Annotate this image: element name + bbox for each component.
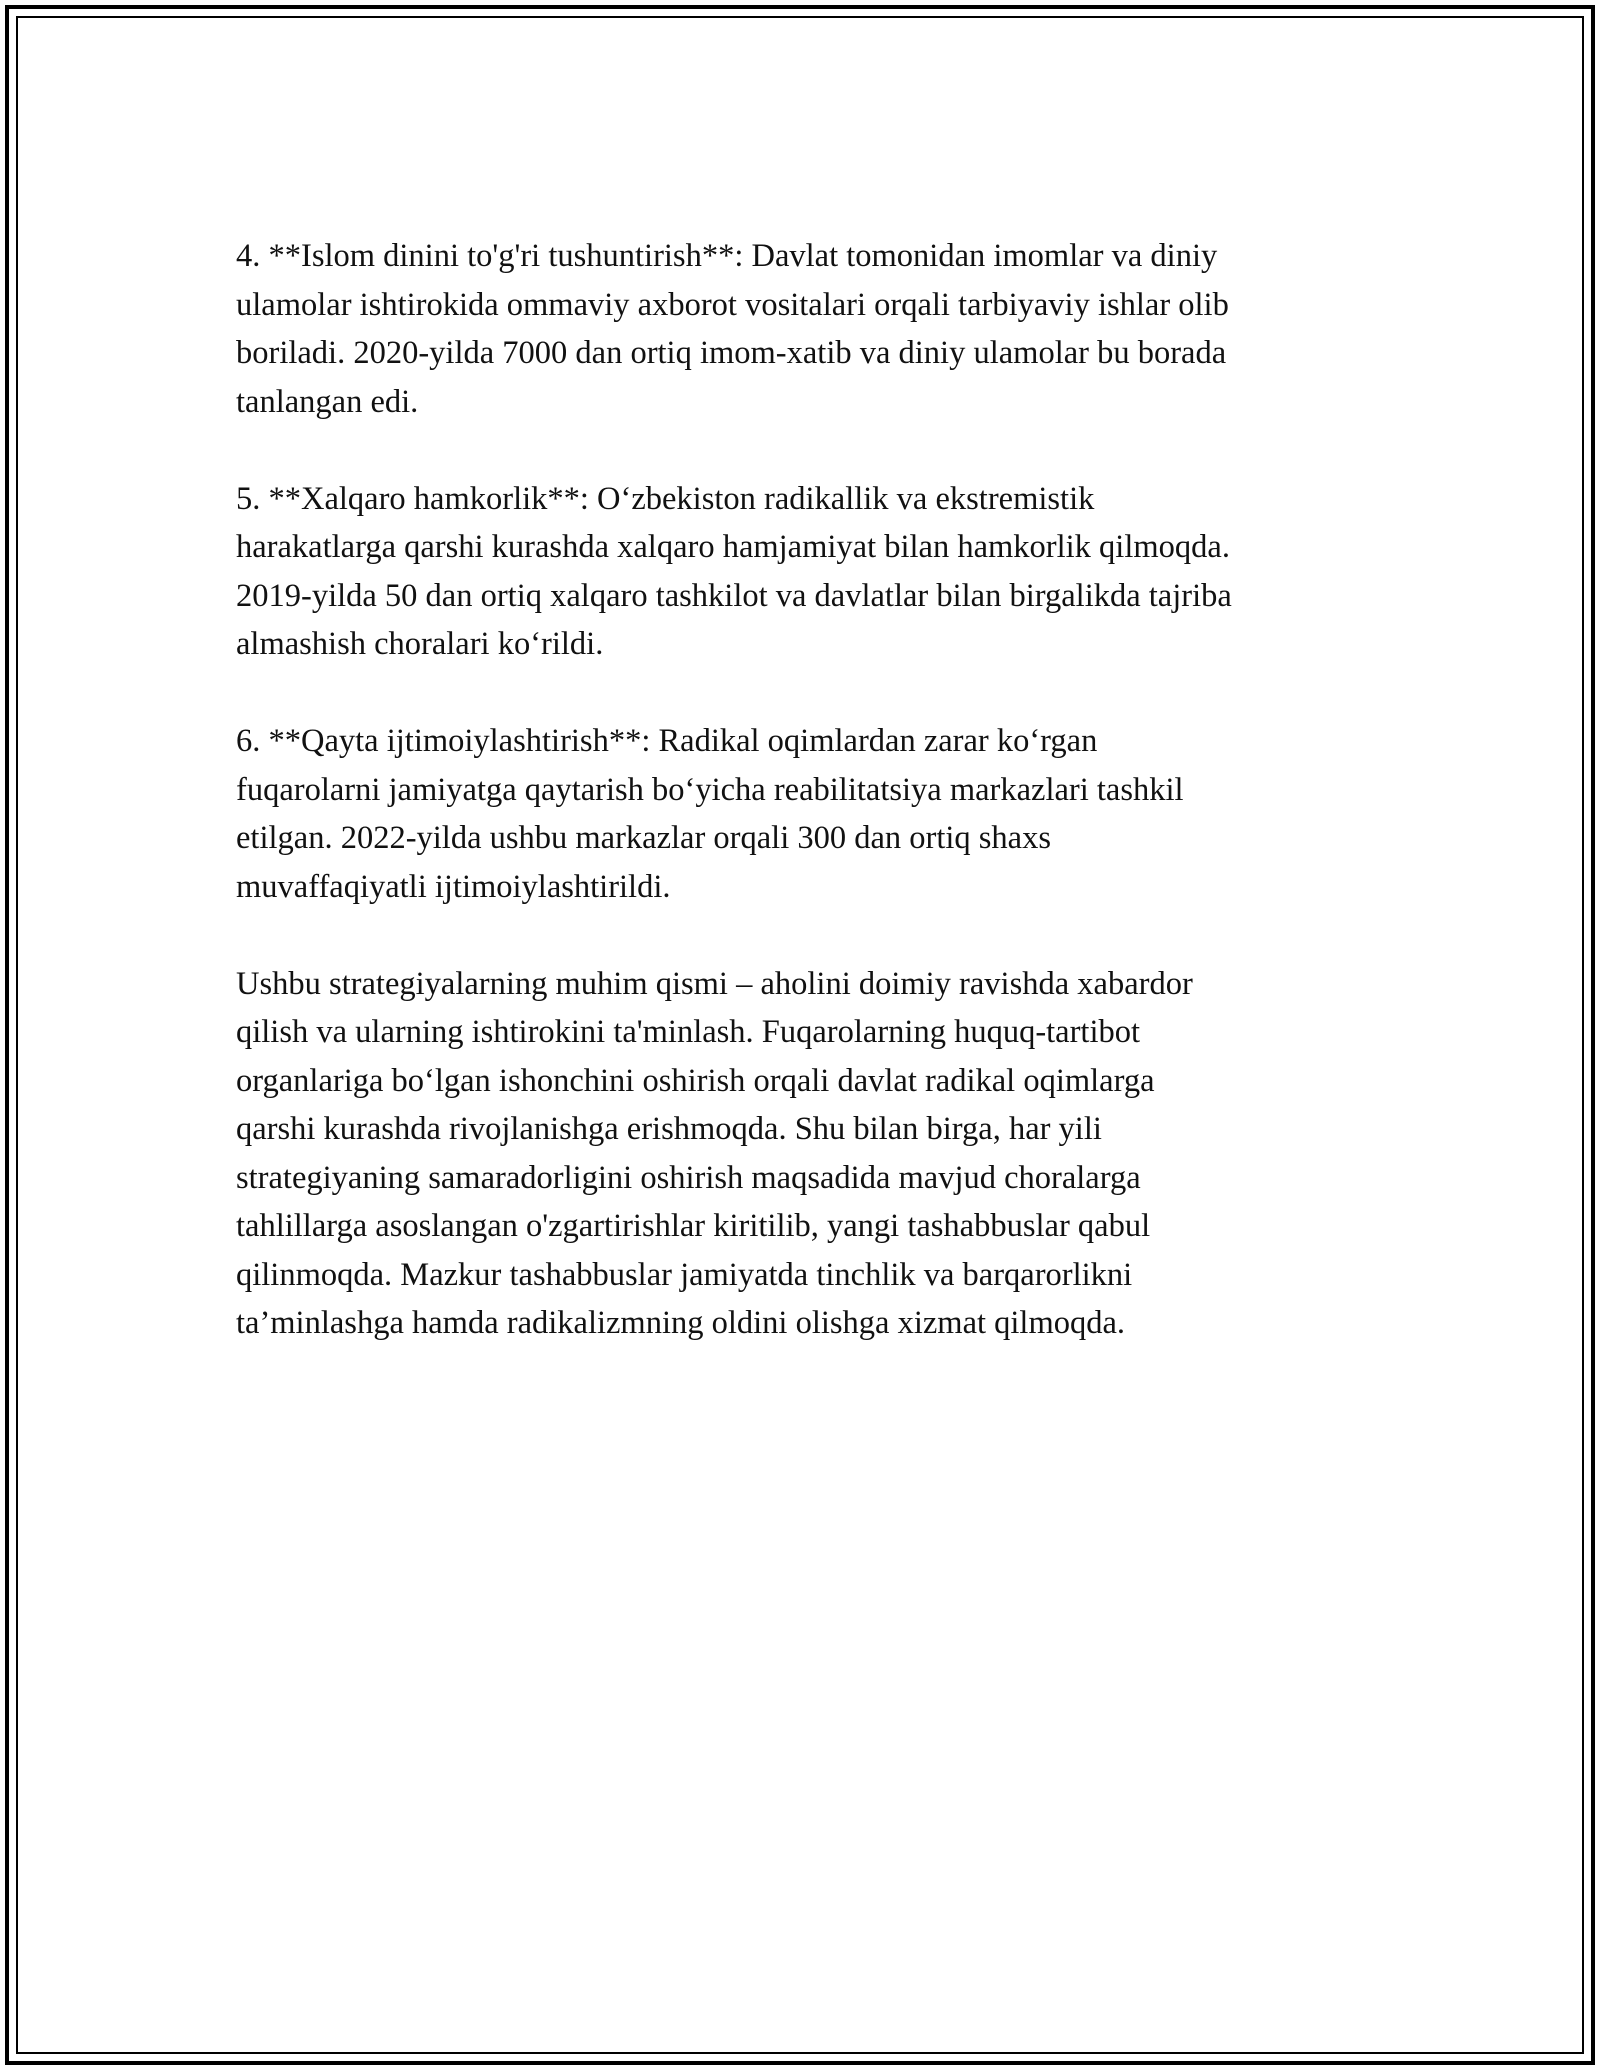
paragraph-item-4: 4. **Islom dinini to'g'ri tushuntirish**: Davlat tomonidan imomlar va diniy ulamolar ishtirokida ommaviy axborot vositalari orqali tarbiyaviy ishlar olib boriladi. 2020-yilda 7000 dan ortiq imom-xatib va diniy ulamolar bu borada tanlangan edi. <box>236 238 1229 420</box>
document-body <box>236 232 1366 1348</box>
paragraph-item-5: 5. **Xalqaro hamkorlik**: O‘zbekiston radikallik va ekstremistik harakatlarga qarshi kurashda xalqaro hamjamiyat bilan hamkorlik qilmoqda. 2019-yilda 50 dan ortiq xalqaro tashkilot va davlatlar bilan birgalikda tajriba almashish choralari ko‘rildi. <box>236 480 1232 662</box>
paragraph-conclusion: Ushbu strategiyalarning muhim qismi – aholini doimiy ravishda xabardor qilish va ularning ishtirokini ta'minlash. Fuqarolarning huquq-tartibot organlariga bo‘lgan ishonchini oshirish orqali davlat radikal oqimlarga qarshi kurashda rivojlanishga erishmoqda. Shu bilan birga, har yili strategiyaning samaradorligini oshirish maqsadida mavjud choralarga tahlillarga asoslangan o'zgartirishlar kiritilib, yangi tashabbuslar qabul qilinmoqda. Mazkur tashabbuslar jamiyatda tinchlik va barqarorlikni ta’minlashga hamda radikalizmning oldini olishga xizmat qilmoqda. <box>236 965 1193 1341</box>
paragraph-item-6: 6. **Qayta ijtimoiylashtirish**: Radikal oqimlardan zarar ko‘rgan fuqarolarni jamiyatga qaytarish bo‘yicha reabilitatsiya markazlari tashkil etilgan. 2022-yilda ushbu markazlar orqali 300 dan ortiq shaxs muvaffaqiyatli ijtimoiylashtirildi. <box>236 723 1184 905</box>
